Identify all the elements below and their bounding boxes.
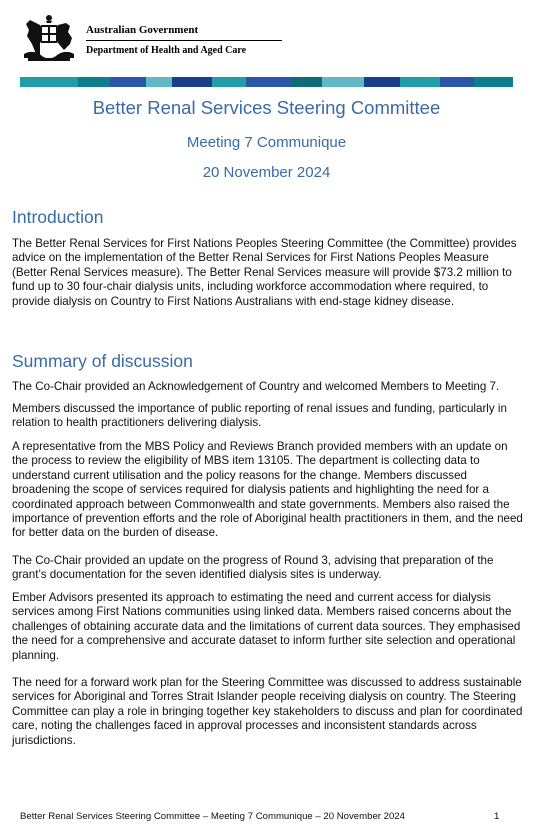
summary-paragraph-5: Ember Advisors presented its approach to estimating the need and current access for dialysis services among First Nations communities using linked data. Members raised concerns about the challenges of obtaining accurate data and the limitations of current data sources. They emphasised the need for a comprehensive and accurate dataset to inform further site selection and operational planning. xyxy=(12,591,521,662)
summary-paragraph-6: The need for a forward work plan for the Steering Committee was discussed to address sustainable services for Aboriginal and Torres Strait Islander people receiving dialysis on country. The Steering Committee can play a role in bringing together key stakeholders to discuss and plan for coordinated care, noting the challenges faced in approval processes and inconsistent standards across jurisdictions. xyxy=(12,676,523,747)
page-title: Better Renal Services Steering Committee xyxy=(92,97,441,118)
summary-paragraph-2: Members discussed the importance of public reporting of renal issues and funding, particularly in relation to health practitioners delivering dialysis. xyxy=(12,402,507,430)
summary-paragraph-4: The Co-Chair provided an update on the progress of Round 3, advising that preparation of the grant’s documentation for the seven identified dialysis sites is underway. xyxy=(12,554,494,582)
introduction-heading: Introduction xyxy=(12,207,104,227)
page-footer: Better Renal Services Steering Committee – Meeting 7 Communique – 20 November 2024 xyxy=(20,811,406,822)
government-name: Australian Government xyxy=(86,24,199,36)
decorative-color-bar xyxy=(20,77,513,87)
summary-heading: Summary of discussion xyxy=(12,351,193,371)
page-number: 1 xyxy=(494,811,500,822)
coat-of-arms-icon xyxy=(20,14,78,62)
page-subtitle: Meeting 7 Communique xyxy=(186,134,347,151)
summary-paragraph-1: The Co-Chair provided an Acknowledgement of Country and welcomed Members to Meeting 7. xyxy=(12,380,500,393)
introduction-text: The Better Renal Services for First Nations Peoples Steering Committee (the Committee) provides advice on the implementation of the Better Renal Services for First Nations Peoples Measure (Better Renal Services measure). The Better Renal Services measure will provide $73.2 million to fund up to 30 four-chair dialysis units, including workforce accommodation where required, to provide dialysis on Country to First Nations Australians with end-stage kidney disease. xyxy=(12,237,517,308)
government-header xyxy=(20,12,320,64)
summary-paragraph-3: A representative from the MBS Policy and Reviews Branch provided members with an update on the process to review the eligibility of MBS item 13105. The department is collecting data to understand current utilisation and the policy reasons for the change. Members discussed broadening the scope of services required for dialysis patients and highlighting the need for a coordinated approach between Commonwealth and state governments. Members also raised the importance of prevention efforts and the role of Aboriginal health practitioners in them, and the need for better data on the burden of disease. xyxy=(12,440,523,540)
department-name: Department of Health and Aged Care xyxy=(86,45,247,56)
page-date: 20 November 2024 xyxy=(202,164,331,181)
header-divider xyxy=(86,40,282,41)
